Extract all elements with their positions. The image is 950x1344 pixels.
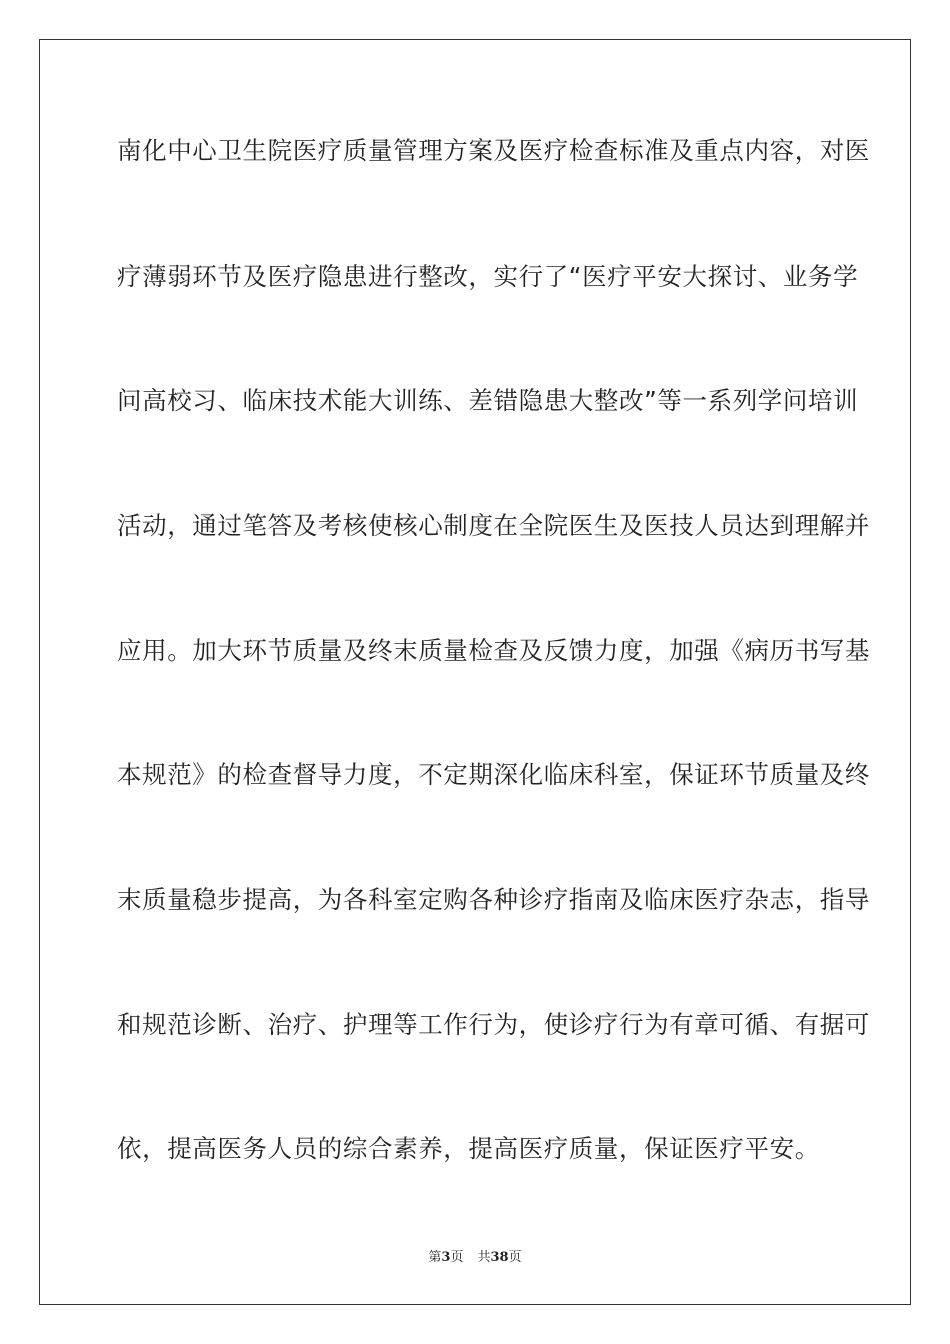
- text-line: 南化中心卫生院医疗质量管理方案及医疗检查标准及重点内容，对医: [117, 136, 870, 165]
- text-line: 疗薄弱环节及医疗隐患进行整改，实行了“医疗平安大探讨、业务学: [117, 262, 859, 291]
- page-footer: [0, 1246, 950, 1265]
- total-label-suffix: 页: [508, 1250, 522, 1265]
- page-number: 3: [441, 1250, 451, 1265]
- text-line: 本规范》的检查督导力度，不定期深化临床科室，保证环节质量及终: [117, 760, 870, 789]
- text-line: 问高校习、临床技术能大训练、差错隐患大整改”等一系列学问培训: [117, 386, 859, 415]
- page-label-prefix: 第: [428, 1250, 442, 1265]
- text-line: 活动，通过笔答及考核使核心制度在全院医生及医技人员达到理解并: [117, 511, 870, 540]
- total-pages: 38: [490, 1250, 509, 1265]
- text-line: 应用。加大环节质量及终末质量检查及反馈力度，加强《病历书写基: [117, 636, 870, 665]
- text-line: 依，提高医务人员的综合素养，提高医疗质量，保证医疗平安。: [117, 1134, 820, 1163]
- page-border: [39, 39, 911, 1305]
- text-line: 和规范诊断、治疗、护理等工作行为，使诊疗行为有章可循、有据可: [117, 1010, 870, 1039]
- total-label-prefix: 共: [477, 1250, 491, 1265]
- text-line: 末质量稳步提高，为各科室定购各种诊疗指南及临床医疗杂志，指导: [117, 885, 870, 914]
- page-label-suffix: 页: [450, 1250, 464, 1265]
